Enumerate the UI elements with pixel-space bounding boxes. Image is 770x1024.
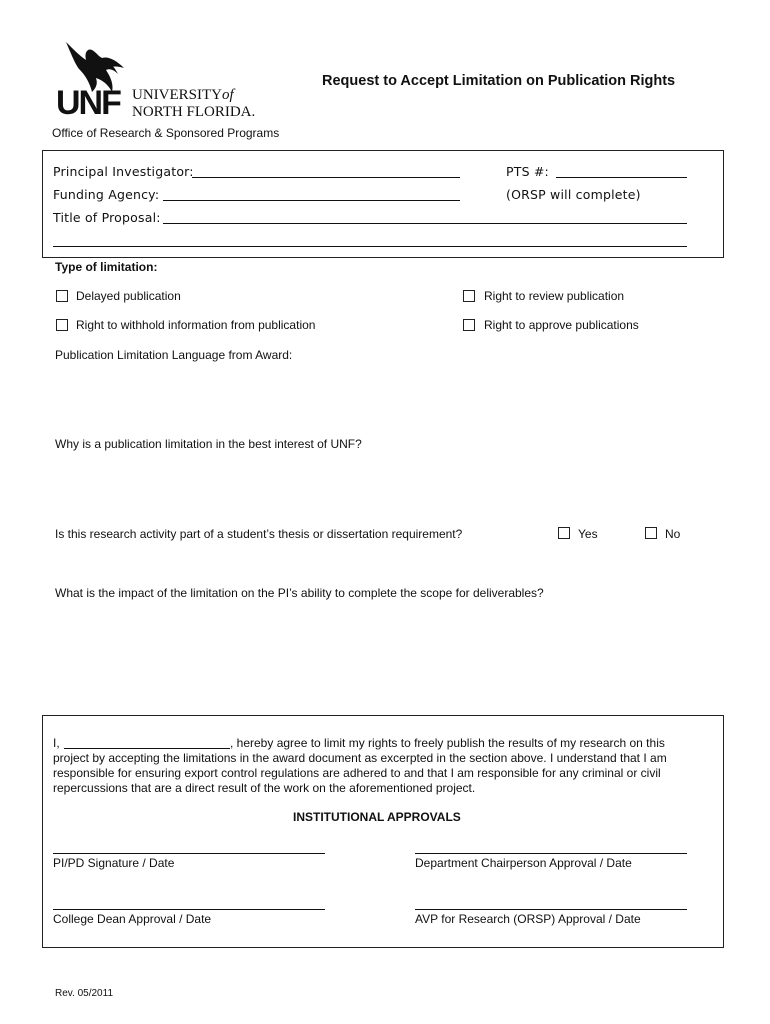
unf-logo	[52, 40, 262, 126]
office-name: Office of Research & Sponsored Programs	[52, 126, 280, 140]
checkbox-no[interactable]	[645, 527, 657, 539]
option-delayed: Delayed publication	[76, 289, 181, 303]
yes-label: Yes	[578, 527, 598, 541]
orsp-note: (ORSP will complete)	[506, 187, 641, 202]
question-interest: Why is a publication limitation in the best interest of UNF?	[55, 437, 362, 451]
agreement-line3: responsible for ensuring export control regulations are adhered to and that I am responsible for any criminal or civil	[53, 766, 661, 780]
pts-label: PTS #:	[506, 164, 549, 179]
logo-letters: UNF	[56, 84, 120, 122]
sig-avp-label: AVP for Research (ORSP) Approval / Date	[415, 912, 641, 926]
pi-label: Principal Investigator:	[53, 164, 194, 179]
funding-field[interactable]	[163, 200, 460, 201]
option-approve: Right to approve publications	[484, 318, 639, 332]
sig-dean-label: College Dean Approval / Date	[53, 912, 212, 926]
logo-line1: UNIVERSITY	[132, 87, 222, 103]
checkbox-yes[interactable]	[558, 527, 570, 539]
title-field-line2[interactable]	[53, 246, 687, 247]
sig-chair-label: Department Chairperson Approval / Date	[415, 856, 632, 870]
checkbox-review[interactable]	[463, 290, 475, 302]
revision-label: Rev. 05/2011	[55, 988, 114, 999]
agreement-i: I,	[53, 736, 60, 750]
option-review: Right to review publication	[484, 289, 625, 303]
checkbox-delayed[interactable]	[56, 290, 68, 302]
sig-pi-label: PI/PD Signature / Date	[53, 856, 175, 870]
sig-avp-line[interactable]	[415, 909, 687, 910]
agreement-line4: repercussions that are a direct result of the work on the aforementioned project.	[53, 781, 476, 795]
approvals-heading: INSTITUTIONAL APPROVALS	[293, 810, 461, 824]
agreement-line1: , hereby agree to limit my rights to freely publish the results of my research on this	[230, 736, 665, 750]
pi-field[interactable]	[192, 177, 460, 178]
page-title: Request to Accept Limitation on Publication Rights	[322, 73, 676, 89]
agreement-line2: project by accepting the limitations in the award document as excerpted in the section above. I understand that I am	[53, 751, 667, 765]
title-label: Title of Proposal:	[53, 210, 161, 225]
language-label: Publication Limitation Language from Award:	[55, 348, 293, 362]
checkbox-approve[interactable]	[463, 319, 475, 331]
limitation-heading: Type of limitation:	[55, 260, 158, 274]
agreement-name-field[interactable]	[64, 748, 230, 749]
question-thesis: Is this research activity part of a student’s thesis or dissertation requirement?	[55, 527, 463, 541]
sig-pi-line[interactable]	[53, 853, 325, 854]
logo-line2: NORTH FLORIDA.	[132, 104, 256, 120]
sig-chair-line[interactable]	[415, 853, 687, 854]
pts-field[interactable]	[556, 177, 687, 178]
checkbox-withhold[interactable]	[56, 319, 68, 331]
title-field[interactable]	[163, 223, 687, 224]
logo-of: of	[222, 87, 234, 103]
option-withhold: Right to withhold information from publication	[76, 318, 316, 332]
funding-label: Funding Agency:	[53, 187, 160, 202]
question-impact: What is the impact of the limitation on the PI’s ability to complete the scope for deliverables?	[55, 586, 544, 600]
no-label: No	[665, 527, 681, 541]
sig-dean-line[interactable]	[53, 909, 325, 910]
